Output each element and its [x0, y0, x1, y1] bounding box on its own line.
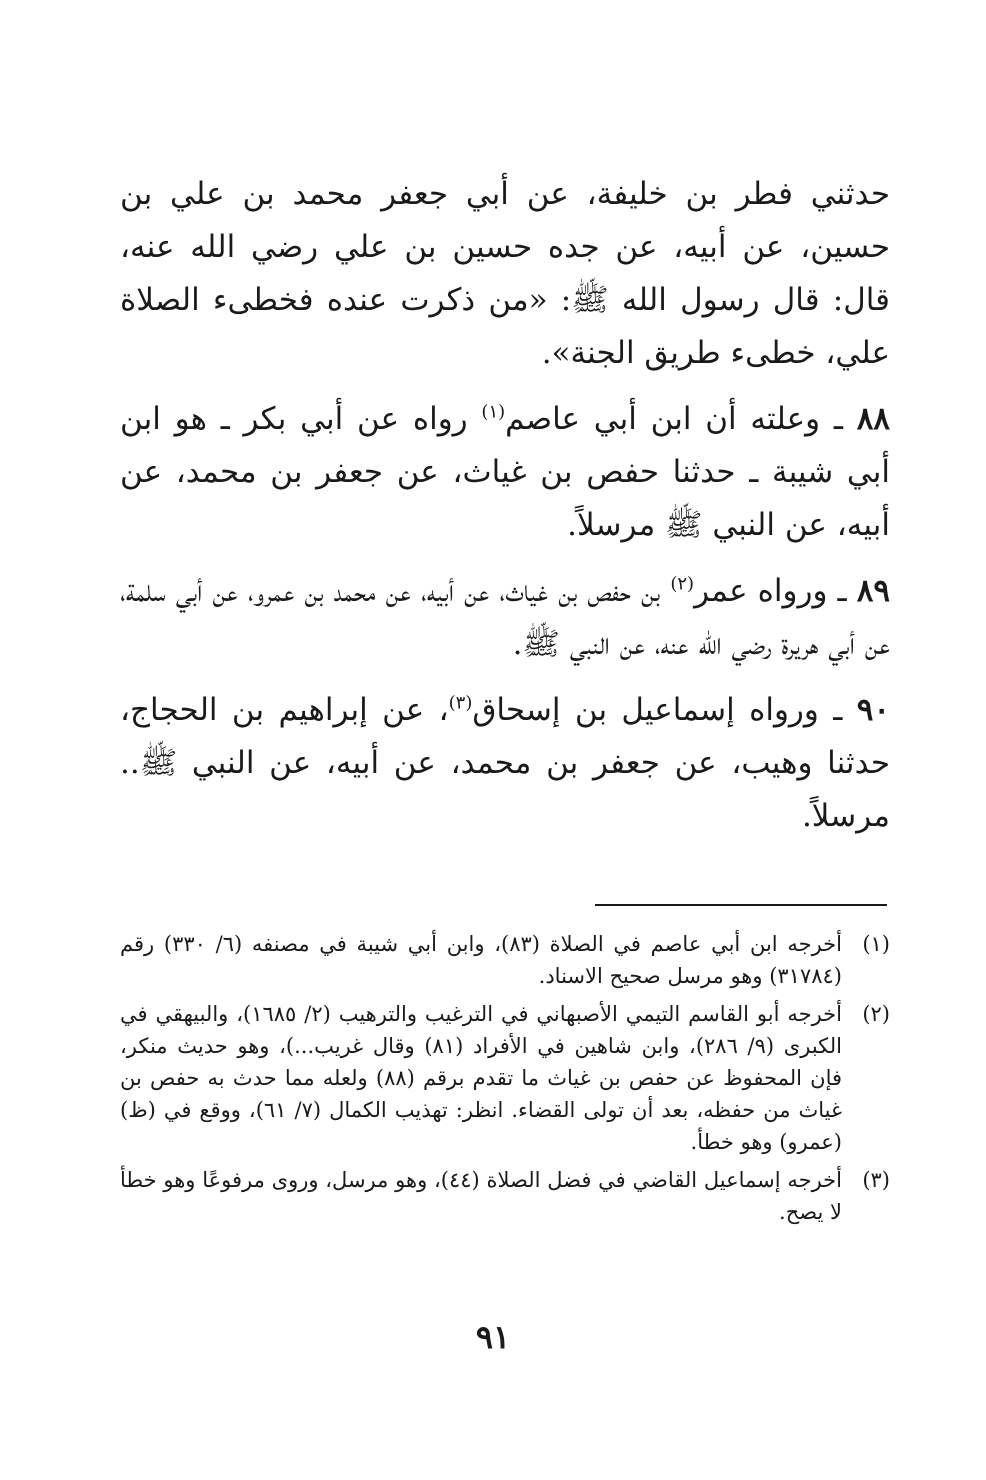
paragraph-text-before-ref: ـ ورواه عمر	[694, 573, 847, 609]
paragraph-number: ٨٩	[856, 573, 891, 609]
paragraph-88	[120, 393, 890, 552]
paragraph-number: ٩٠	[856, 692, 890, 728]
paragraph-text-after-ref: بن حفص بن غياث، عن أبيه، عن محمد بن عمرو، عن أبي سلمة، عن أبي هريرة رضي الله عنه، عن النبي ﷺ.	[120, 573, 890, 662]
footnote-1	[120, 928, 890, 992]
footnotes-section	[120, 928, 890, 1234]
footnote-text: أخرجه إسماعيل القاضي في فضل الصلاة (٤٤)، وهو مرسل، وروى مرفوعًا وهو خطأ لا يصح.	[120, 1168, 842, 1224]
footnote-3	[120, 1164, 890, 1228]
footnote-marker: (١)	[862, 932, 890, 956]
paragraph-text: حدثني فطر بن خليفة، عن أبي جعفر محمد بن علي بن حسين، عن أبيه، عن جده حسين بن علي رضي الله عنه، قال: قال رسول الله ﷺ: «من ذكرت عنده فخطىء الصلاة علي، خطىء طريق الجنة».	[120, 176, 890, 371]
footnote-2	[120, 998, 890, 1158]
footnote-divider	[595, 904, 887, 906]
footnote-text: أخرجه أبو القاسم التيمي الأصبهاني في الترغيب والترهيب (٢/ ١٦٨٥)، والبيهقي في الكبرى (٩/ ٢٨٦)، وابن شاهين في الأفراد (٨١) وقال غريب...)، وهو حديث منكر، فإن المحفوظ عن حفص بن غياث ما تقدم برقم (٨٨) ولعله مما حدث به حفص بن غياث من حفظه، بعد أن تولى القضاء. انظر: تهذيب الكمال (٧/ ٦١)، ووقع في (ظ) (عمرو) وهو خطأ.	[120, 1002, 843, 1154]
footnote-text: أخرجه ابن أبي عاصم في الصلاة (٨٣)، وابن أبي شيبة في مصنفه (٦/ ٣٣٠) رقم (٣١٧٨٤) وهو مرسل صحيح الاسناد.	[120, 932, 842, 988]
footnote-ref-1[interactable]: (١)	[481, 401, 506, 423]
paragraph-number: ٨٨	[856, 401, 891, 437]
footnote-marker: (٢)	[862, 1002, 890, 1026]
page-number: ٩١	[475, 1318, 511, 1356]
paragraph-text-after-ref: رواه عن أبي بكر ـ هو ابن أبي شيبة ـ حدثنا حفص بن غياث، عن جعفر بن محمد، عن أبيه، عن النبي ﷺ مرسلاً.	[120, 401, 890, 543]
paragraph-text-after-ref: ، عن إبراهيم بن الحجاج، حدثنا وهيب، عن جعفر بن محمد، عن أبيه، عن النبي ﷺ.. مرسلاً.	[120, 692, 890, 834]
paragraph-text-before-ref: ـ ورواه إسماعيل بن إسحاق	[472, 692, 843, 728]
paragraph-text-before-ref: ـ وعلته أن ابن أبي عاصم	[505, 401, 843, 437]
paragraph-89	[120, 565, 890, 671]
footnote-marker: (٣)	[862, 1168, 890, 1192]
paragraph-continuation	[120, 168, 890, 380]
footnote-ref-3[interactable]: (٣)	[448, 692, 473, 714]
main-text	[120, 168, 890, 856]
paragraph-90	[120, 684, 890, 843]
footnote-ref-2[interactable]: (٢)	[670, 573, 695, 595]
